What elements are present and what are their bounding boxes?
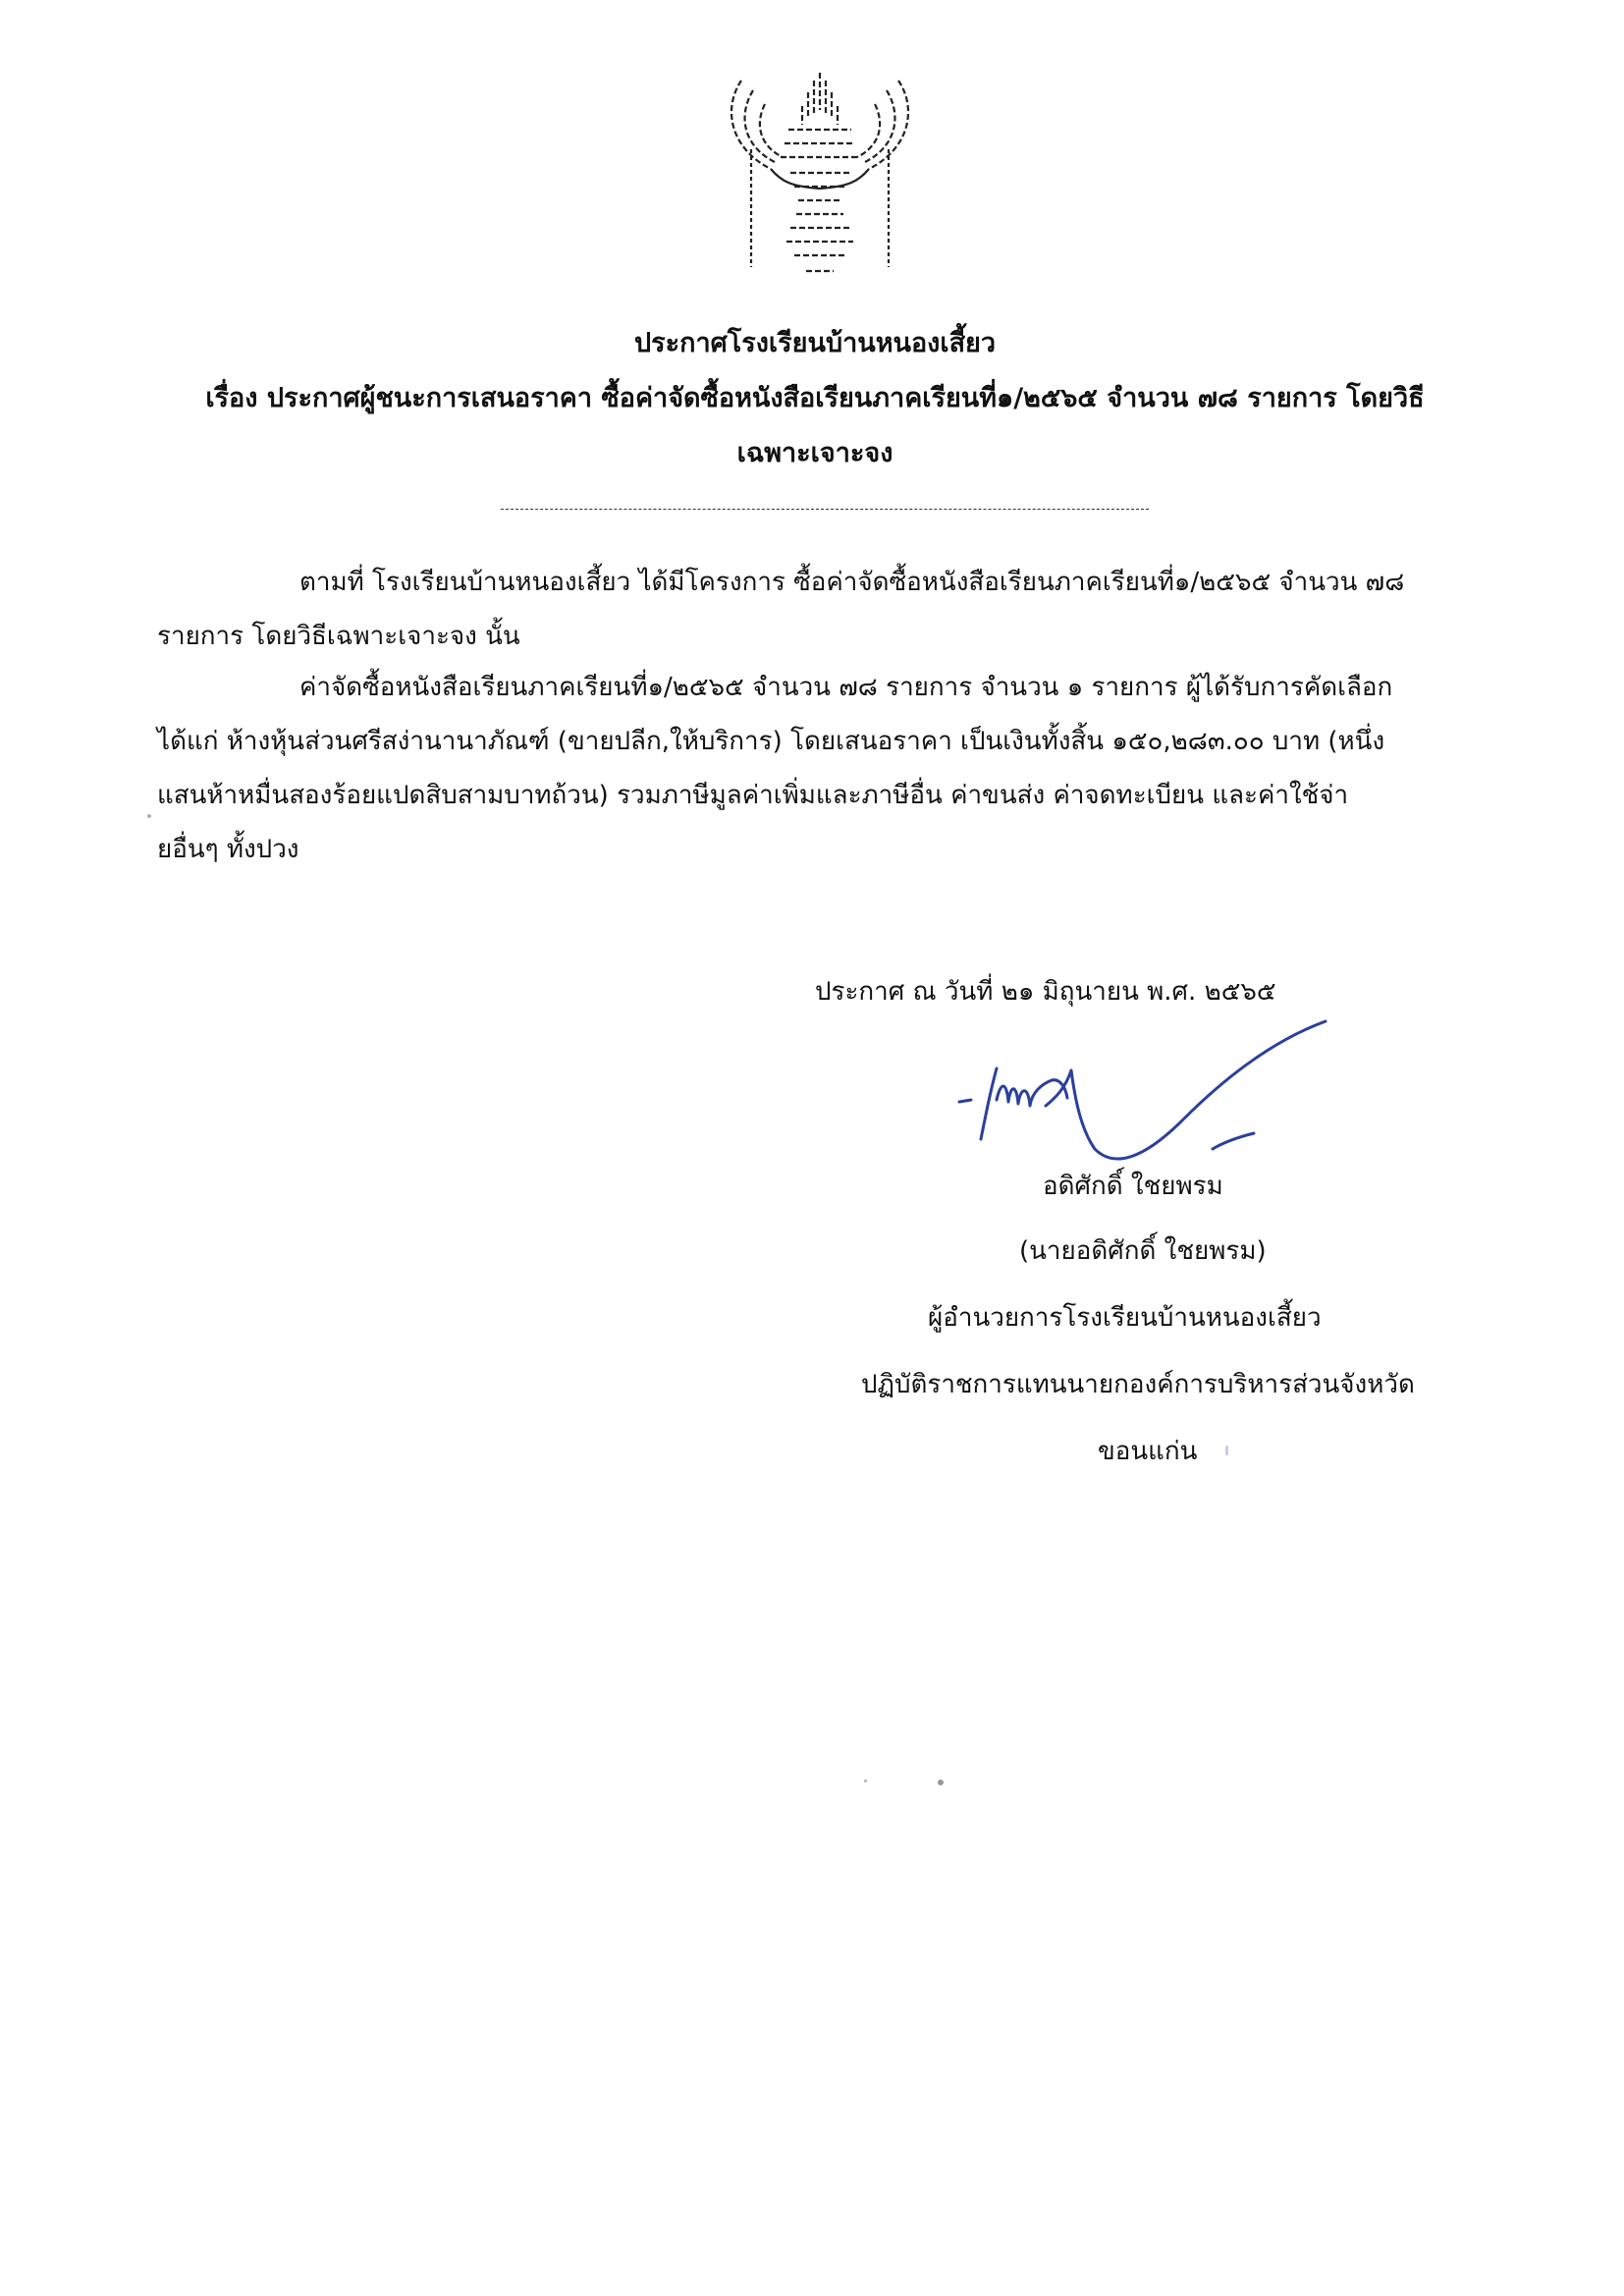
paragraph-1-line-1: ตามที่ โรงเรียนบ้านหนองเสี้ยว ได้มีโครงการ ซื้อค่าจัดซื้อหนังสือเรียนภาคเรียนที่๑/๒๕๖๕ จำนวน ๗๘ [299, 568, 1405, 597]
announcement-title: ประกาศโรงเรียนบ้านหนองเสี้ยว [633, 328, 997, 358]
paragraph-2 [157, 661, 1473, 877]
paragraph-1 [157, 556, 1473, 664]
signer-name: อดิศักดิ์ ใชยพรม [1043, 1172, 1223, 1201]
signer-position-2: ปฏิบัติราชการแทนนายกองค์การบริหารส่วนจังหวัด [861, 1370, 1415, 1399]
subject-line-2: เฉพาะเจาะจง [736, 438, 893, 468]
document-title-block [147, 316, 1483, 481]
scan-speck [938, 1779, 944, 1785]
paragraph-2-line-2: ได้แก่ ห้างหุ้นส่วนศรีสง่านานาภัณฑ์ (ขายปลีก,ให้บริการ) โดยเสนอราคา เป็นเงินทั้งสิ้น ๑๕๐,๒๘๓.๐๐ บาท (หนึ่ง [157, 727, 1385, 756]
paragraph-2-line-1: ค่าจัดซื้อหนังสือเรียนภาคเรียนที่๑/๒๕๖๕ จำนวน ๗๘ รายการ จำนวน ๑ รายการ ผู้ได้รับการคัดเลือก [299, 673, 1393, 702]
scan-speck [147, 814, 151, 818]
paragraph-1-line-2: รายการ โดยวิธีเฉพาะเจาะจง นั้น [157, 622, 520, 651]
subject-line-1: เรื่อง ประกาศผู้ชนะการเสนอราคา ซื้อค่าจัดซื้อหนังสือเรียนภาคเรียนที่๑/๒๕๖๕ จำนวน ๗๘ รายการ โดยวิธี [205, 383, 1425, 413]
paragraph-2-line-3: แสนห้าหมื่นสองร้อยแปดสิบสามบาทถ้วน) รวมภาษีมูลค่าเพิ่มและภาษีอื่น ค่าขนส่ง ค่าจดทะเบียน และค่าใช้จ่า [157, 781, 1349, 810]
scan-speck [1225, 1446, 1228, 1455]
title-separator [501, 509, 1149, 510]
scan-speck [864, 1779, 867, 1782]
signer-position-1: ผู้อำนวยการโรงเรียนบ้านหนองเสี้ยว [928, 1303, 1322, 1333]
garuda-emblem-icon [712, 71, 928, 316]
signer-position-3: ขอนแก่น [1098, 1437, 1198, 1466]
announcement-date: ประกาศ ณ วันที่ ๒๑ มิถุนายน พ.ศ. ๒๕๖๕ [815, 977, 1276, 1007]
signer-full-name: (นายอดิศักดิ์ ใชยพรม) [1019, 1236, 1267, 1266]
paragraph-2-line-4: ยอื่นๆ ทั้งปวง [157, 835, 299, 864]
